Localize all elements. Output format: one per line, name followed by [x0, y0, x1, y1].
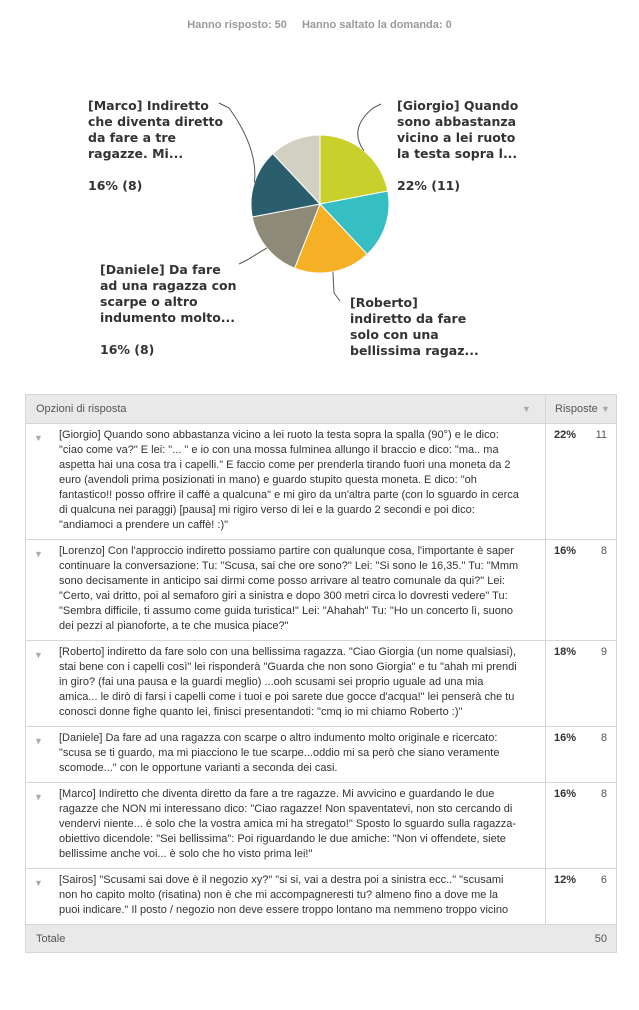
responses-table	[25, 394, 617, 953]
slice-label: indiretto da fare	[350, 311, 467, 326]
slice-label: scarpe o altro	[100, 294, 198, 309]
sort-caret-icon[interactable]: ▼	[601, 404, 610, 414]
slice-label: la testa sopra l...	[397, 146, 518, 161]
column-divider	[545, 424, 546, 539]
header-option-label[interactable]: Opzioni di risposta	[36, 403, 127, 415]
leader-line	[358, 104, 381, 151]
row-caret-icon[interactable]: ▼	[34, 549, 43, 559]
answer-count: 9	[600, 646, 607, 658]
header-responses-label[interactable]: Risposte	[555, 403, 598, 415]
slice-label: solo con una	[350, 327, 439, 342]
answer-percent: 16%	[554, 788, 577, 800]
skipped-count: Hanno saltato la domanda: 0	[301, 19, 452, 31]
answer-count: 8	[600, 788, 607, 800]
answer-option-text: [Roberto] indiretto da fare solo con una bellissima ragazza. "Ciao Giorgia (un nome qualsiasi), stai bene con i capelli così" lei risponderà "Guarda che non sono Giorgia" e tu "ahah mi prendi in giro? (fai una pausa e la guardi meglio) ...ooh scusami sei proprio uguale ad una mia amica... le dirò di farsi i capelli come i tuoi e poi sarete due gocce d'acqua!" lei penserà che tu conosci donne fighe quanto lei, finisci presentandoti: "cmq io mi chiamo Roberto :)"	[59, 646, 517, 718]
leader-line	[239, 248, 267, 264]
slice-label: [Marco] Indiretto	[88, 98, 209, 113]
slice-label: [Roberto]	[350, 295, 418, 310]
table-row	[25, 540, 617, 641]
total-value: 50	[594, 933, 607, 945]
answered-count: Hanno risposto: 50	[187, 19, 287, 31]
slice-label: indumento molto...	[100, 310, 236, 325]
table-header	[25, 394, 617, 424]
answer-percent: 18%	[554, 646, 577, 658]
answer-option-text: [Marco] Indiretto che diventa diretto da fare a tre ragazze. Mi avvicino e guardando le due ragazze che NON mi interessano dico: "Ciao ragazze! Non spaventatevi, non sto cercando di vendervi niente... è solo che la vostra amica mi ha stregato!" Sposto lo sguardo sulla ragazza-obiettivo dicendole: "Sei bellissima": Poi riguardando le due amiche: "Non vi offendete, siete bellissime anche voi... è solo che ho visto prima lei!"	[59, 788, 516, 860]
pie-chart	[0, 60, 639, 380]
column-divider	[545, 540, 546, 640]
table-row	[25, 869, 617, 925]
answer-option-text: [Lorenzo] Con l'approccio indiretto possiamo partire con qualunque cosa, l'importante è saper continuare la conversazione: Tu: "Scusa, sai che ore sono?" Lei: "Si sono le 16,35." Tu: "Mmm sono decisamente in anticipo sai dirmi come posso arrivare al teatro comunale da qui?" Lei: "Certo, vai dritto, poi al semaforo giri a sinistra e dopo 300 metri circa lo dovresti vedere" Tu: "Sembra difficile, ti assumo come guida turistica!" Lei: "Ahahah" Tu: "Ho un concerto lì, suono dei pezzi al pianoforte, a te che musica piace?"	[59, 545, 519, 632]
table-row	[25, 424, 617, 540]
answer-percent: 12%	[554, 874, 577, 886]
sort-caret-icon[interactable]: ▼	[522, 404, 531, 414]
row-caret-icon[interactable]: ▼	[34, 878, 43, 888]
answer-option-text: [Giorgio] Quando sono abbastanza vicino a lei ruoto la testa sopra la spalla (90°) e le dico: "ciao come va?" E lei: "... " e io con una mossa fulminea allungo il braccio e dico: "ma.. ma aspetta hai una cosa tra i capelli." E faccio come per prenderla tirando fuori una moneta da 2 euro (avendoli prima posizionati in mano) e guardo stupito questa moneta. E dico: "oh fantastico!! posso offrire il caffè a qualcuna" e mi giro da un'altra parte (con lo sguardo in cerca di qualcuna nei paraggi) [pausa] mi rigiro verso di lei e la guardo 2 secondi e poi dico: "andiamoci a prendere un caffè! :)"	[59, 429, 519, 531]
slice-percent-label: 16% (8)	[88, 178, 143, 193]
column-divider	[545, 395, 546, 423]
column-divider	[545, 727, 546, 782]
answer-count: 11	[595, 429, 607, 441]
column-divider	[545, 783, 546, 868]
answer-count: 8	[600, 732, 607, 744]
slice-label: sono abbastanza	[397, 114, 517, 129]
leader-line	[333, 272, 340, 301]
slice-percent-label: 22% (11)	[397, 178, 461, 193]
table-row	[25, 783, 617, 869]
row-caret-icon[interactable]: ▼	[34, 433, 43, 443]
slice-label: [Giorgio] Quando	[397, 98, 519, 113]
column-divider	[545, 641, 546, 726]
slice-percent-label: 16% (8)	[100, 342, 155, 357]
answer-option-text: [Daniele] Da fare ad una ragazza con scarpe o altro indumento molto originale e ricercato: "scusa se ti guardo, ma mi piacciono le tue scarpe...oddio mi sa però che siano veramente scomode..." con le opportune varianti a seconda dei casi.	[59, 732, 500, 774]
total-label: Totale	[36, 933, 66, 945]
answer-option-text: [Sairos] "Scusami sai dove è il negozio xy?" "si si, vai a destra poi a sinistra ecc.." "scusami non ho capito molto (risatina) non è che mi accompagneresti tu? almeno fino a dove me la puoi indicare." Il posto / negozio non deve essere troppo lontano ma nemmeno troppo vicino	[59, 874, 509, 916]
slice-label: vicino a lei ruoto	[397, 130, 516, 145]
answer-percent: 16%	[554, 732, 577, 744]
answer-percent: 22%	[554, 429, 577, 441]
slice-label: che diventa diretto	[88, 114, 224, 129]
slice-label: [Daniele] Da fare	[100, 262, 221, 277]
row-caret-icon[interactable]: ▼	[34, 792, 43, 802]
slice-label: da fare a tre	[88, 130, 177, 145]
table-body	[25, 424, 617, 925]
table-footer	[25, 925, 617, 953]
column-divider	[545, 869, 546, 924]
slice-label: bellissima ragaz...	[350, 343, 479, 358]
row-caret-icon[interactable]: ▼	[34, 650, 43, 660]
slice-label: ragazze. Mi...	[88, 146, 184, 161]
table-row	[25, 641, 617, 727]
response-summary	[0, 19, 639, 31]
row-caret-icon[interactable]: ▼	[34, 736, 43, 746]
answer-percent: 16%	[554, 545, 577, 557]
answer-count: 8	[600, 545, 607, 557]
answer-count: 6	[600, 874, 607, 886]
leader-line	[219, 103, 255, 183]
slice-label: ad una ragazza con	[100, 278, 237, 293]
table-row	[25, 727, 617, 783]
